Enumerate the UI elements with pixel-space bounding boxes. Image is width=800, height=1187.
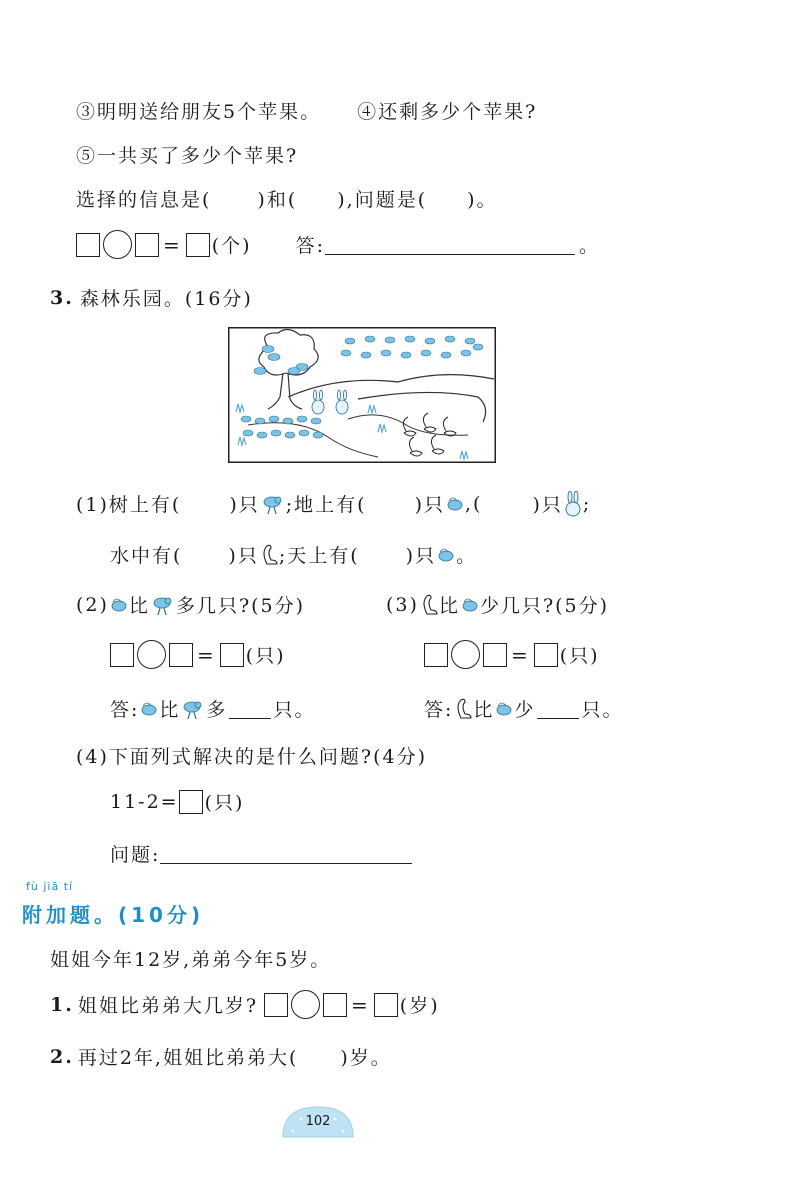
statement-text: 姐姐今年12岁,弟弟今年5岁。 <box>50 949 332 971</box>
equation-row-apples <box>76 230 600 259</box>
info-3: ③明明送给朋友5个苹果。 <box>76 101 322 123</box>
q3-part3-equation <box>424 640 600 669</box>
answer-text: 少 <box>514 699 536 721</box>
q3-p1-text: )只 <box>229 494 260 516</box>
answer-box[interactable] <box>76 233 100 257</box>
info-5: ⑤一共买了多少个苹果? <box>76 145 299 167</box>
q3-p1-text: ;地上有( <box>285 494 367 516</box>
q3-part4-question <box>76 742 427 769</box>
formula-text: 11-2= <box>110 790 179 813</box>
q3-part2-question <box>76 591 305 618</box>
answer-box[interactable] <box>323 993 347 1017</box>
q3-p1-text: 。 <box>456 545 478 567</box>
period: 。 <box>579 235 601 257</box>
answer-line[interactable] <box>325 234 575 255</box>
q3-part1-line2 <box>110 541 477 568</box>
q3-p3-label: (3) <box>386 593 419 616</box>
answer-box[interactable] <box>534 643 558 667</box>
problem-label: 问题: <box>110 844 161 866</box>
q3-p1-text: (1)树上有( <box>76 494 182 516</box>
answer-text: 比 <box>473 699 495 721</box>
unit-label: (个) <box>211 235 252 257</box>
q3-p1-text: )只 <box>405 545 437 567</box>
answer-box[interactable] <box>483 643 507 667</box>
q3-p1-text: )只 <box>532 494 563 516</box>
q3-p1-text: ; <box>582 492 592 515</box>
perched-bird-icon <box>180 697 206 721</box>
bird-icon <box>109 596 129 614</box>
q3-p1-text: )只 <box>414 494 445 516</box>
answer-label: 答: <box>295 235 325 257</box>
answer-box[interactable] <box>264 993 288 1017</box>
question-number: 1. <box>50 993 74 1016</box>
answer-box[interactable] <box>186 233 210 257</box>
bird-icon <box>445 495 465 513</box>
answer-text: 只。 <box>581 699 624 721</box>
bird-icon <box>460 596 480 614</box>
bird-icon <box>494 700 514 718</box>
q3-part3-answer <box>424 695 623 722</box>
q3-part2-answer <box>110 695 315 722</box>
answer-box[interactable] <box>220 643 244 667</box>
extra-q2 <box>50 1043 392 1070</box>
q3-part1-line1 <box>76 490 591 517</box>
q3-p2-label: (2) <box>76 593 109 616</box>
extra-title: 附加题。(10分) <box>22 903 205 927</box>
question-text: 再过2年,姐姐比弟弟大( <box>77 1047 299 1069</box>
equals-sign: = <box>163 232 182 257</box>
answer-box[interactable] <box>424 643 448 667</box>
perched-bird-icon <box>150 593 176 617</box>
unit-label: (只) <box>559 645 600 667</box>
problem-line[interactable] <box>160 843 412 864</box>
answer-box[interactable] <box>169 643 193 667</box>
equals-sign: = <box>511 642 530 667</box>
select-info-line <box>76 185 498 212</box>
question-text: )岁。 <box>340 1047 392 1069</box>
answer-text: 多 <box>206 699 228 721</box>
select-text-2: )和( <box>257 189 298 211</box>
answer-text: 只。 <box>273 699 316 721</box>
q3-p2-text: 多几只?(5分) <box>175 595 306 617</box>
q3-p1-text: ;天上有( <box>278 545 360 567</box>
answer-box[interactable] <box>135 233 159 257</box>
q3-p3-text: 比 <box>438 595 460 617</box>
rabbit-icon <box>563 491 583 517</box>
forest-illustration <box>228 327 496 463</box>
question-number: 2. <box>50 1045 74 1068</box>
bird-icon <box>139 700 159 718</box>
unit-label: (岁) <box>399 995 440 1017</box>
question-number: 3. <box>50 286 74 309</box>
info-line-5 <box>76 141 298 168</box>
q3-p1-text: )只 <box>228 545 259 567</box>
q3-p4-text: (4)下面列式解决的是什么问题?(4分) <box>76 746 428 768</box>
q3-part3-question <box>386 591 609 618</box>
unit-label: (只) <box>245 645 286 667</box>
equals-sign: = <box>351 992 370 1017</box>
q3-part2-equation <box>110 640 286 669</box>
answer-text: 比 <box>159 699 181 721</box>
info-4: ④还剩多少个苹果? <box>357 101 538 123</box>
q3-part4-formula <box>110 788 244 815</box>
answer-box[interactable] <box>110 643 134 667</box>
unit-label: (只) <box>204 792 245 814</box>
goose-icon <box>453 696 473 722</box>
q3-heading <box>50 284 253 311</box>
q3-p1-text: ,( <box>465 492 483 515</box>
answer-box[interactable] <box>374 993 398 1017</box>
q3-p2-text: 比 <box>128 595 150 617</box>
answer-label: 答: <box>424 699 454 721</box>
operator-circle[interactable] <box>451 640 480 669</box>
select-text-1: 选择的信息是( <box>76 189 212 211</box>
question-text: 姐姐比弟弟大几岁? <box>77 995 259 1017</box>
bird-icon <box>436 546 456 564</box>
select-text-4: )。 <box>467 189 498 211</box>
question-title: 森林乐园。(16分) <box>79 288 253 310</box>
extra-q1 <box>50 990 440 1019</box>
q3-p1-text: 水中有( <box>110 545 183 567</box>
q3-p3-text: 少几只?(5分) <box>479 595 610 617</box>
answer-box[interactable] <box>179 790 203 814</box>
goose-icon <box>419 592 439 618</box>
goose-icon <box>259 542 279 568</box>
info-line-3-4 <box>76 97 537 124</box>
select-text-3: ),问题是( <box>337 189 428 211</box>
extra-pinyin: fù jiā tí <box>26 880 74 893</box>
perched-bird-icon <box>260 492 286 516</box>
operator-circle[interactable] <box>291 990 320 1019</box>
answer-blank[interactable] <box>537 698 579 719</box>
operator-circle[interactable] <box>103 230 132 259</box>
page-number-badge <box>279 1103 357 1139</box>
answer-blank[interactable] <box>229 698 271 719</box>
answer-label: 答: <box>110 699 140 721</box>
extra-statement <box>50 945 331 972</box>
q3-part4-problem <box>110 840 412 867</box>
equals-sign: = <box>197 642 216 667</box>
forest-scene-svg <box>228 327 496 463</box>
operator-circle[interactable] <box>137 640 166 669</box>
page-number: 102 <box>305 1114 331 1129</box>
